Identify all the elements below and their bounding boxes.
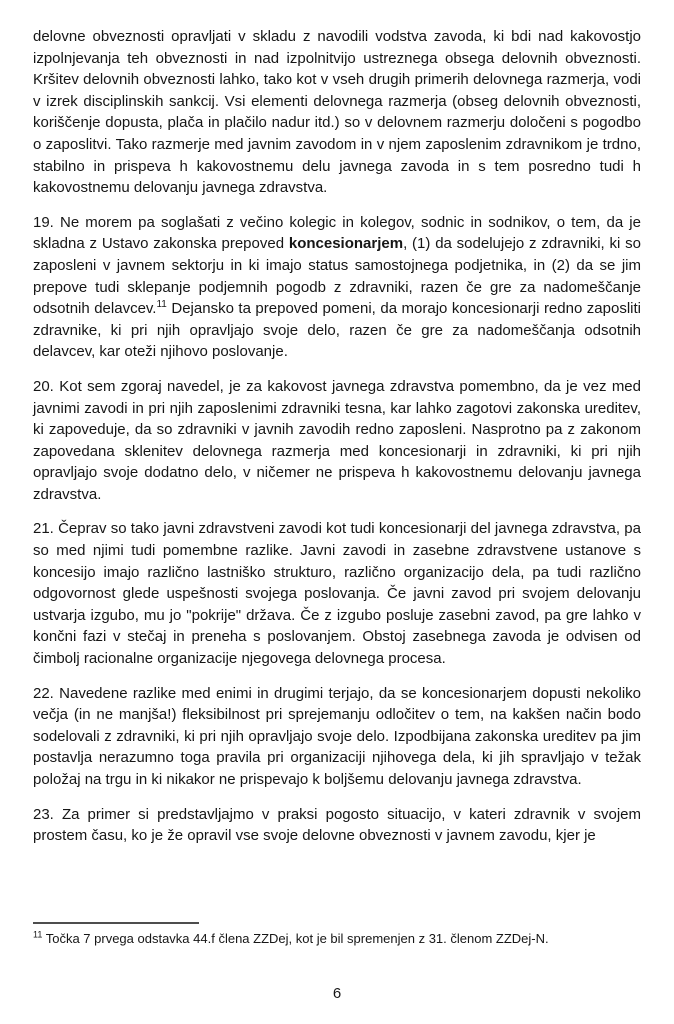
paragraph-22: 22. Navedene razlike med enimi in drugimi terjajo, da se koncesionarjem dopusti nekoliko večja (in ne manjša!) fleksibilnost pri sprejemanju odločitev o tem, na kakšen način bodo sodelovali z zdravniki, ki pri njih opravljajo svoje delo. Izpodbijana zakonska ureditev pa jim postavlja nerazumno toga pravila pri organizaciji njihovega dela, ki jih spravljajo v težak položaj na trgu in ki nikakor ne prispevajo k boljšemu delovanju javnega zdravstva.: [33, 684, 641, 788]
paragraph-19-text-before-bold: 19. Ne morem pa soglašati z večino kolegic in kolegov, sodnic in sodnikov, o tem, da je skladna z Ustavo zakonska prepoved: [33, 213, 641, 253]
paragraph-21: 21. Čeprav so tako javni zdravstveni zavodi kot tudi koncesionarji del javnega zdravstva, pa so med njimi tudi pomembne razlike. Javni zavodi in zasebne zdravstvene ustanove s koncesijo imajo različno lastniško strukturo, različno organizacijo dela, pa tudi različno odgovornost glede uspešnosti svojega poslovanja. Če javni zavod pri svojem delovanju ustvarja izgubo, mu jo "pokrije" država. Če z izgubo posluje zasebni zavod, pa gre lahko v končni fazi v stečaj in preneha s poslovanjem. Obstoj zasebnega zavoda je odvisen od čimbolj racionalne organizacije njegovega delovnega procesa.: [33, 520, 641, 668]
paragraph-19-text-after-ref: Dejansko ta prepoved pomeni, da morajo koncesionarji redno zaposliti zdravnike, ki pri njih opravljajo svoje delo, razen če gre za nadomeščanja odsotnih delavcev, kar oteži njihovo poslovanje.: [33, 300, 641, 361]
footnote-separator-rule: [33, 922, 199, 924]
footnote-marker: 11: [33, 929, 43, 940]
paragraph-19-text-after-bold: , (1) da sodelujejo z zdravniki, ki so zaposleni v javnem sektorju in ki imajo status samostojnega podjetnika, in (2) da se jim prepove tudi sklepanje podjemnih pogodb z zdravniki, razen če gre za nadomeščanje odsotnih delavcev.: [33, 235, 641, 318]
footnote-reference-11: 11: [156, 299, 167, 311]
footnote-text: Točka 7 prvega odstavka 44.f člena ZZDej, kot je bil spremenjen z 31. členom ZZDej-N.: [45, 931, 549, 946]
bold-term-koncesionarjem: koncesionarjem: [288, 235, 404, 253]
paragraph-20: 20. Kot sem zgoraj navedel, je za kakovost javnega zdravstva pomembno, da je vez med javnimi zavodi in pri njih zaposlenimi zdravniki tesna, kar lahko zagotovi zakonska ureditev, ki zapoveduje, da so zdravniki v javnih zavodih redno zaposleni. Nasprotno pa z zakonom zapovedana sklenitev delovnega razmerja med koncesionarji in zdravniki, ki pri njih opravljajo svoje dodatno delo, v ničemer ne prispeva h kakovostnemu delovanju javnega zdravstva.: [33, 377, 641, 503]
paragraph-18-continuation: delovne obveznosti opravljati v skladu z navodili vodstva zavoda, ki bdi nad kakovostjo izpolnjevanja teh obveznosti in nad izpolnitvijo ustreznega obsega delovnih obveznosti. Kršitev delovnih obveznosti lahko, tako kot v vseh drugih primerih delovnega razmerja, vodi v izrek disciplinskih sankcij. Vsi elementi delovnega razmerja (obseg delovnih obveznosti, koriščenje dopusta, plača in plačilo nadur itd.) so v delovnem razmerju določeni s pogodbo o zaposlitvi. Tako razmerje med javnim zavodom in v njem zaposlenim zdravnikom je trdno, stabilno in prispeva h kakovostnemu delu javnega zavoda in s tem posredno tudi h kakovostnemu delovanju javnega zdravstva.: [33, 28, 641, 197]
page-number: 6: [332, 985, 342, 1002]
page-content: [33, 26, 641, 860]
paragraph-23: 23. Za primer si predstavljajmo v praksi pogosto situacijo, v kateri zdravnik v svojem prostem času, ko je že opravil vse svoje delovne obveznosti v javnem zavodu, kjer je: [33, 805, 641, 845]
paragraph-19: [33, 212, 641, 363]
footnote: [33, 930, 641, 947]
